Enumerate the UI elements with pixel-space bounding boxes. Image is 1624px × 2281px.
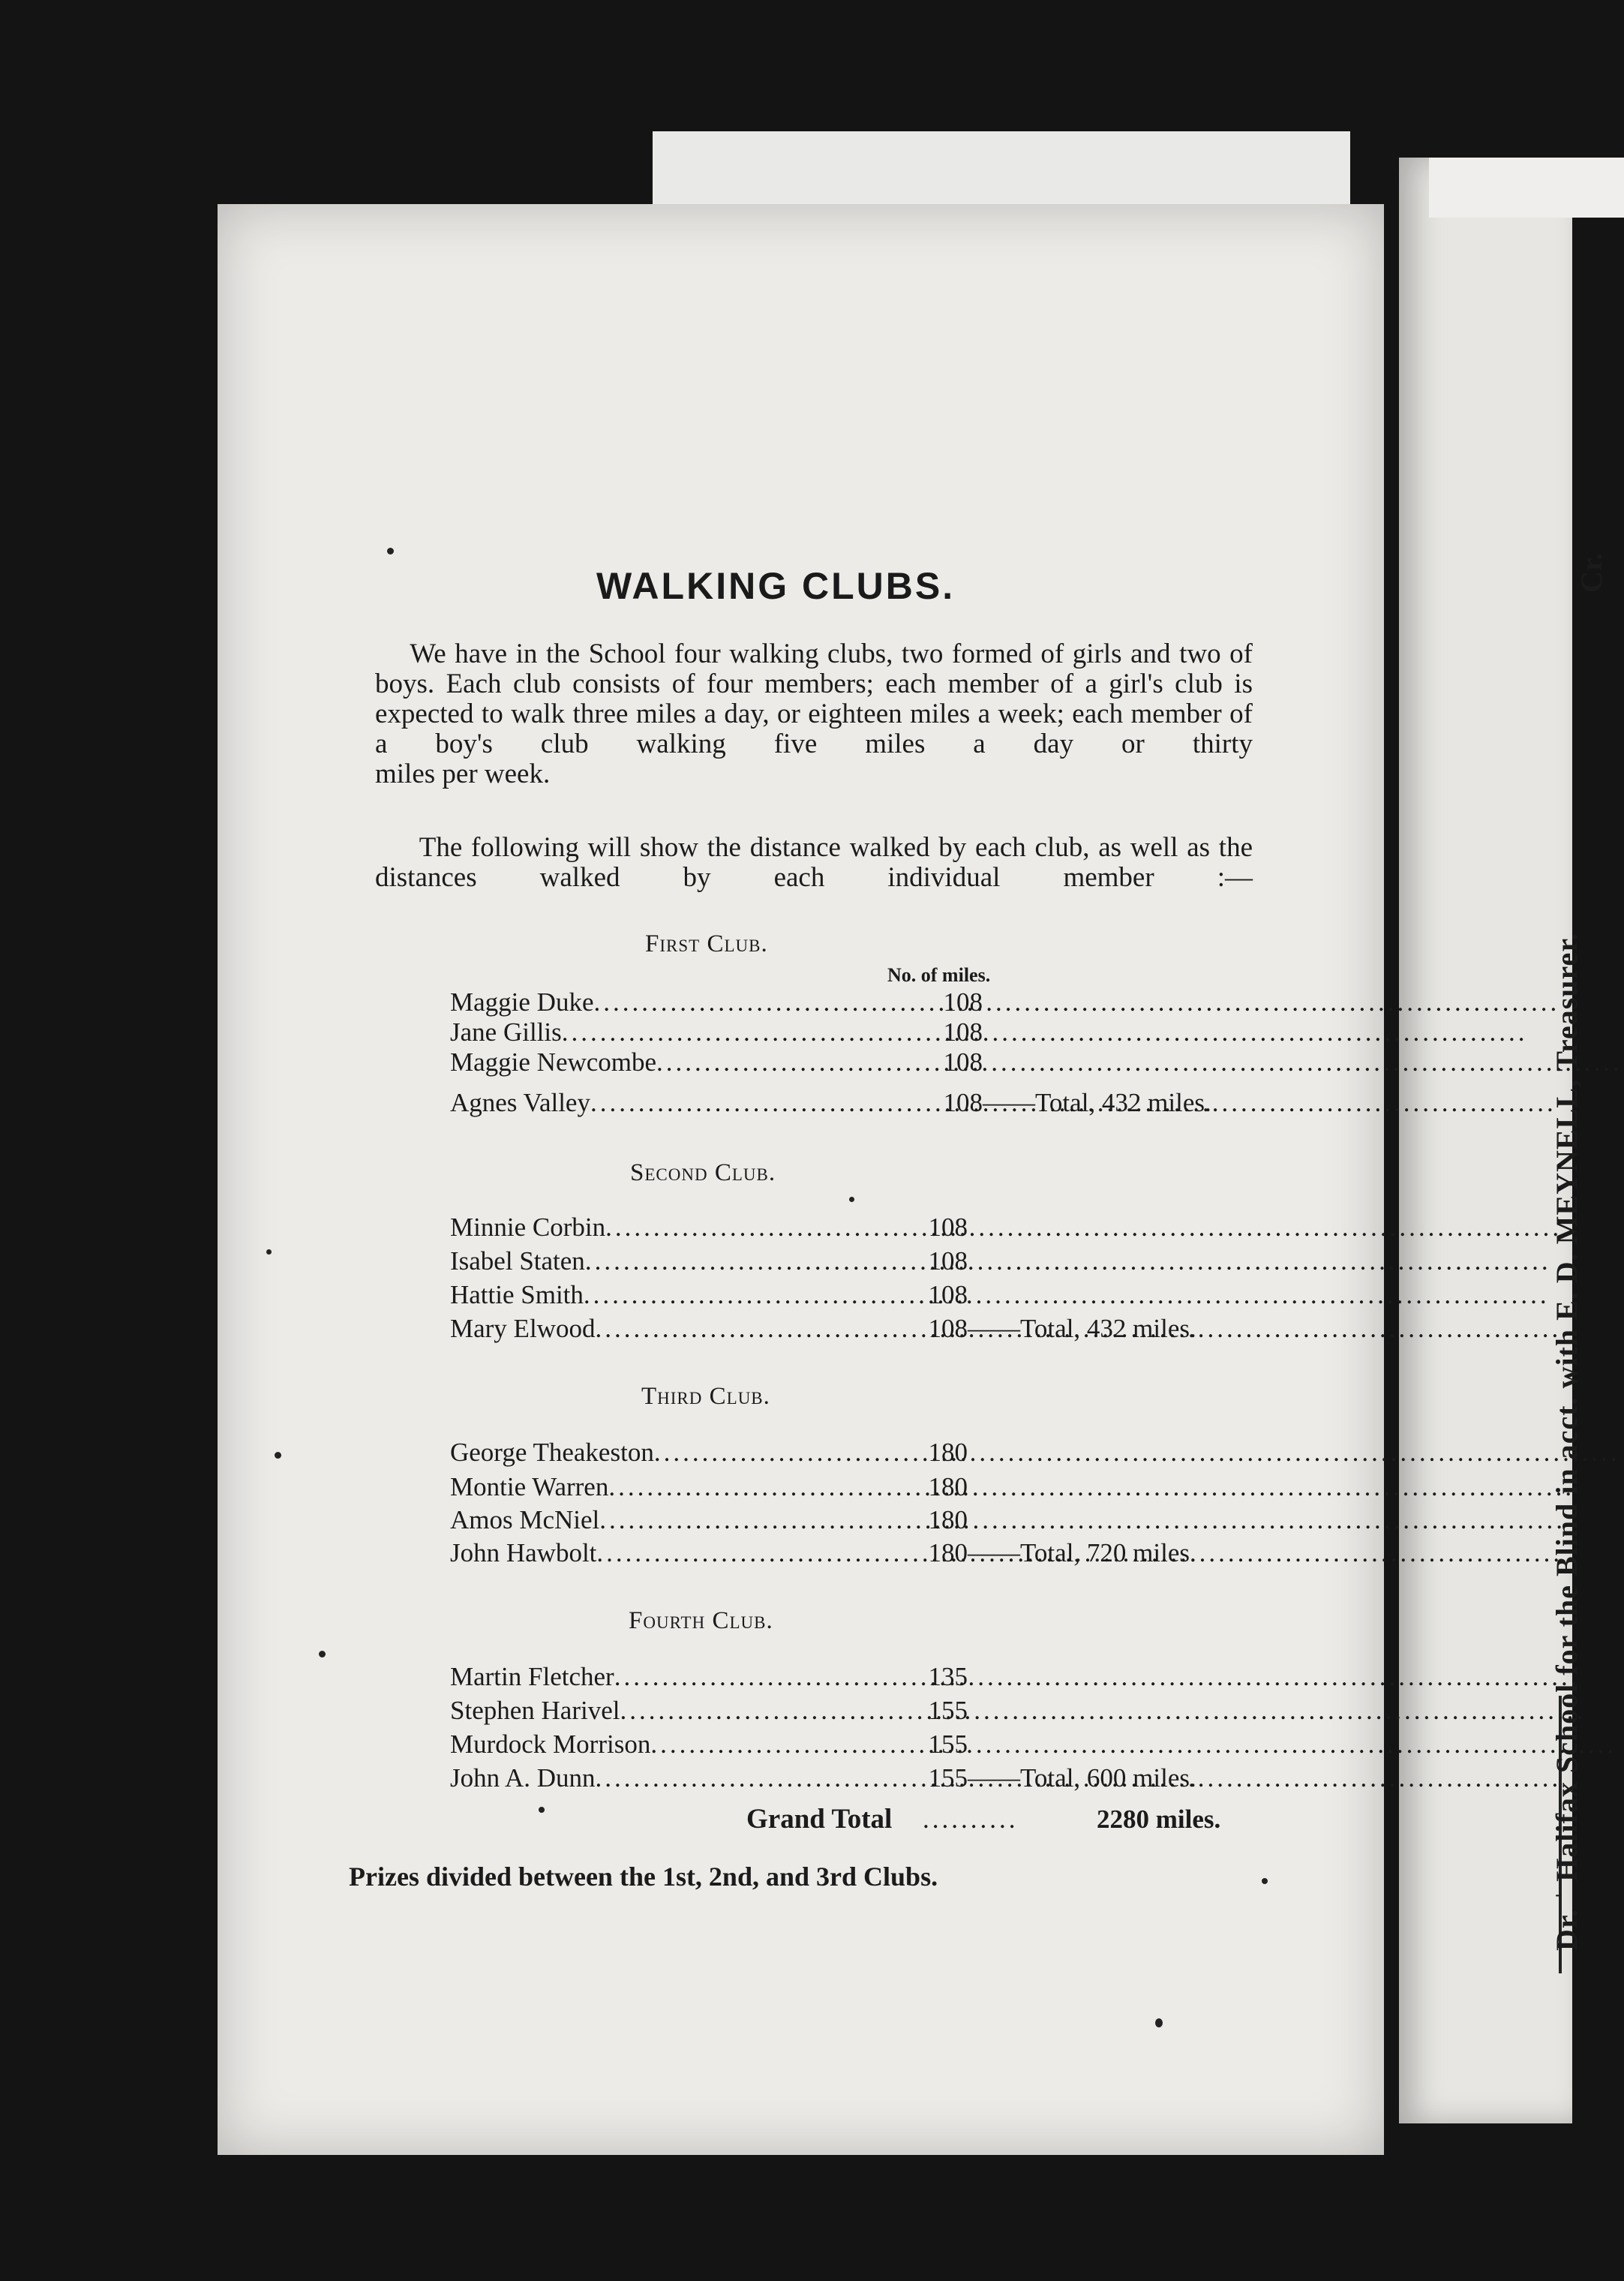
leader-dots (596, 1538, 928, 1568)
speck (1155, 2018, 1163, 2027)
club-row (450, 1280, 968, 1310)
leader-dots (585, 1246, 929, 1276)
member-name: Amos McNiel (450, 1505, 600, 1534)
club-total: ——Total, 432 miles. (983, 1088, 1211, 1117)
leader-dots (596, 1763, 929, 1793)
speck (275, 1452, 281, 1459)
member-miles: 180 (928, 1438, 968, 1467)
leader-dots (620, 1696, 928, 1726)
speck (319, 1651, 326, 1657)
leader-dots (590, 1088, 944, 1118)
grand-total-value: 2280 miles. (1097, 1805, 1221, 1834)
leader-dots (656, 1047, 943, 1077)
speck (1262, 1878, 1268, 1884)
distance-paragraph (375, 833, 1253, 893)
member-name: Montie Warren (450, 1472, 609, 1501)
leader-dots (584, 1280, 929, 1310)
speck (539, 1807, 545, 1813)
member-miles: 108 (928, 1280, 968, 1309)
member-name: Martin Fletcher (450, 1662, 614, 1691)
leader-dots (593, 987, 943, 1017)
club-row (450, 1213, 968, 1243)
member-name: Maggie Newcombe (450, 1047, 657, 1077)
club-title-first: First Club. (645, 930, 768, 957)
club-row (450, 1730, 968, 1760)
member-name: George Theakeston (450, 1438, 654, 1467)
club-row (450, 1696, 968, 1726)
member-name: Mary Elwood (450, 1314, 596, 1343)
club-row (450, 1017, 983, 1047)
club-total: ——Total, 600 miles. (968, 1763, 1196, 1793)
ledger-cr: Cr. (1574, 553, 1608, 593)
member-miles: 155 (928, 1730, 968, 1759)
speck (387, 548, 394, 554)
member-miles: 108 (943, 1047, 983, 1077)
grand-total-dots: .......... (923, 1805, 1019, 1834)
club-row (450, 1246, 968, 1276)
club-row (450, 1314, 968, 1344)
intro-paragraph-indent (375, 639, 410, 669)
member-name: John Hawbolt (450, 1538, 597, 1567)
leader-dots (614, 1662, 929, 1692)
intro-paragraph-text: We have in the School four walking clubs, two formed of girls and two of boys. Each club consists of four members; each member of a girl's club is expected to walk three miles a day, or eighteen miles a week; each member of a boy's club walking five miles a day or thirty (375, 639, 1253, 759)
prizes-note: Prizes divided between the 1st, 2nd, and 3rd Clubs. (349, 1862, 938, 1892)
member-name: John A. Dunn (450, 1763, 596, 1793)
member-miles: 108 (943, 1017, 983, 1047)
club-row (450, 1763, 968, 1793)
member-miles: 108 (928, 1246, 968, 1276)
club-row (450, 1088, 983, 1118)
member-miles: 135 (928, 1662, 968, 1691)
member-miles: 180 (928, 1472, 968, 1501)
member-name: Isabel Staten (450, 1246, 585, 1276)
member-name: Stephen Harivel (450, 1696, 620, 1725)
ledger-heading: Dr. ˈ Halifax School for the Blind in acct. with E. D. MEYNELL, Treasurer. (1550, 932, 1583, 1951)
club-total: ——Total, 432 miles. (968, 1314, 1196, 1343)
member-name: Hattie Smith (450, 1280, 584, 1309)
member-name: Maggie Duke (450, 987, 594, 1017)
club-title-third: Third Club. (641, 1383, 770, 1410)
member-miles: 180 (928, 1538, 968, 1567)
club-title-second: Second Club. (630, 1159, 776, 1186)
club-row (450, 1438, 968, 1468)
member-name: Minnie Corbin (450, 1213, 606, 1242)
leader-dots (599, 1505, 928, 1535)
club-row (450, 1662, 968, 1692)
member-miles: 108 (928, 1213, 968, 1242)
distance-paragraph-text: The following will show the distance walked by each club, as well as the distances walked by each individual member :— (375, 832, 1253, 893)
intro-paragraph (375, 639, 1253, 789)
miles-column-header: No. of miles. (887, 964, 991, 986)
leader-dots (654, 1438, 929, 1468)
speck (266, 1249, 272, 1255)
leader-dots (650, 1730, 928, 1760)
leader-dots (608, 1472, 928, 1502)
member-miles: 108 (943, 1088, 983, 1117)
speck (849, 1197, 854, 1202)
member-miles: 108 (943, 987, 983, 1017)
member-name: Agnes Valley (450, 1088, 590, 1117)
club-title-fourth: Fourth Club. (629, 1607, 773, 1634)
member-miles: 180 (928, 1505, 968, 1534)
club-row (450, 1047, 983, 1077)
club-row (450, 1538, 968, 1568)
club-row (450, 987, 983, 1017)
member-miles: 108 (928, 1314, 968, 1343)
member-name: Murdock Morrison (450, 1730, 651, 1759)
leader-dots (605, 1213, 928, 1243)
grand-total-label: Grand Total (746, 1804, 893, 1835)
distance-paragraph-indent (375, 832, 419, 863)
club-row (450, 1472, 968, 1502)
club-total: ——Total, 720 miles. (968, 1538, 1196, 1567)
member-name: Jane Gillis (450, 1017, 562, 1047)
member-miles: 155 (928, 1763, 968, 1793)
page-title: WALKING CLUBS. (596, 565, 956, 607)
leader-dots (595, 1314, 928, 1344)
club-row (450, 1505, 968, 1535)
leader-dots (562, 1017, 944, 1047)
intro-paragraph-last-line: miles per week. (375, 759, 551, 789)
member-miles: 155 (928, 1696, 968, 1725)
